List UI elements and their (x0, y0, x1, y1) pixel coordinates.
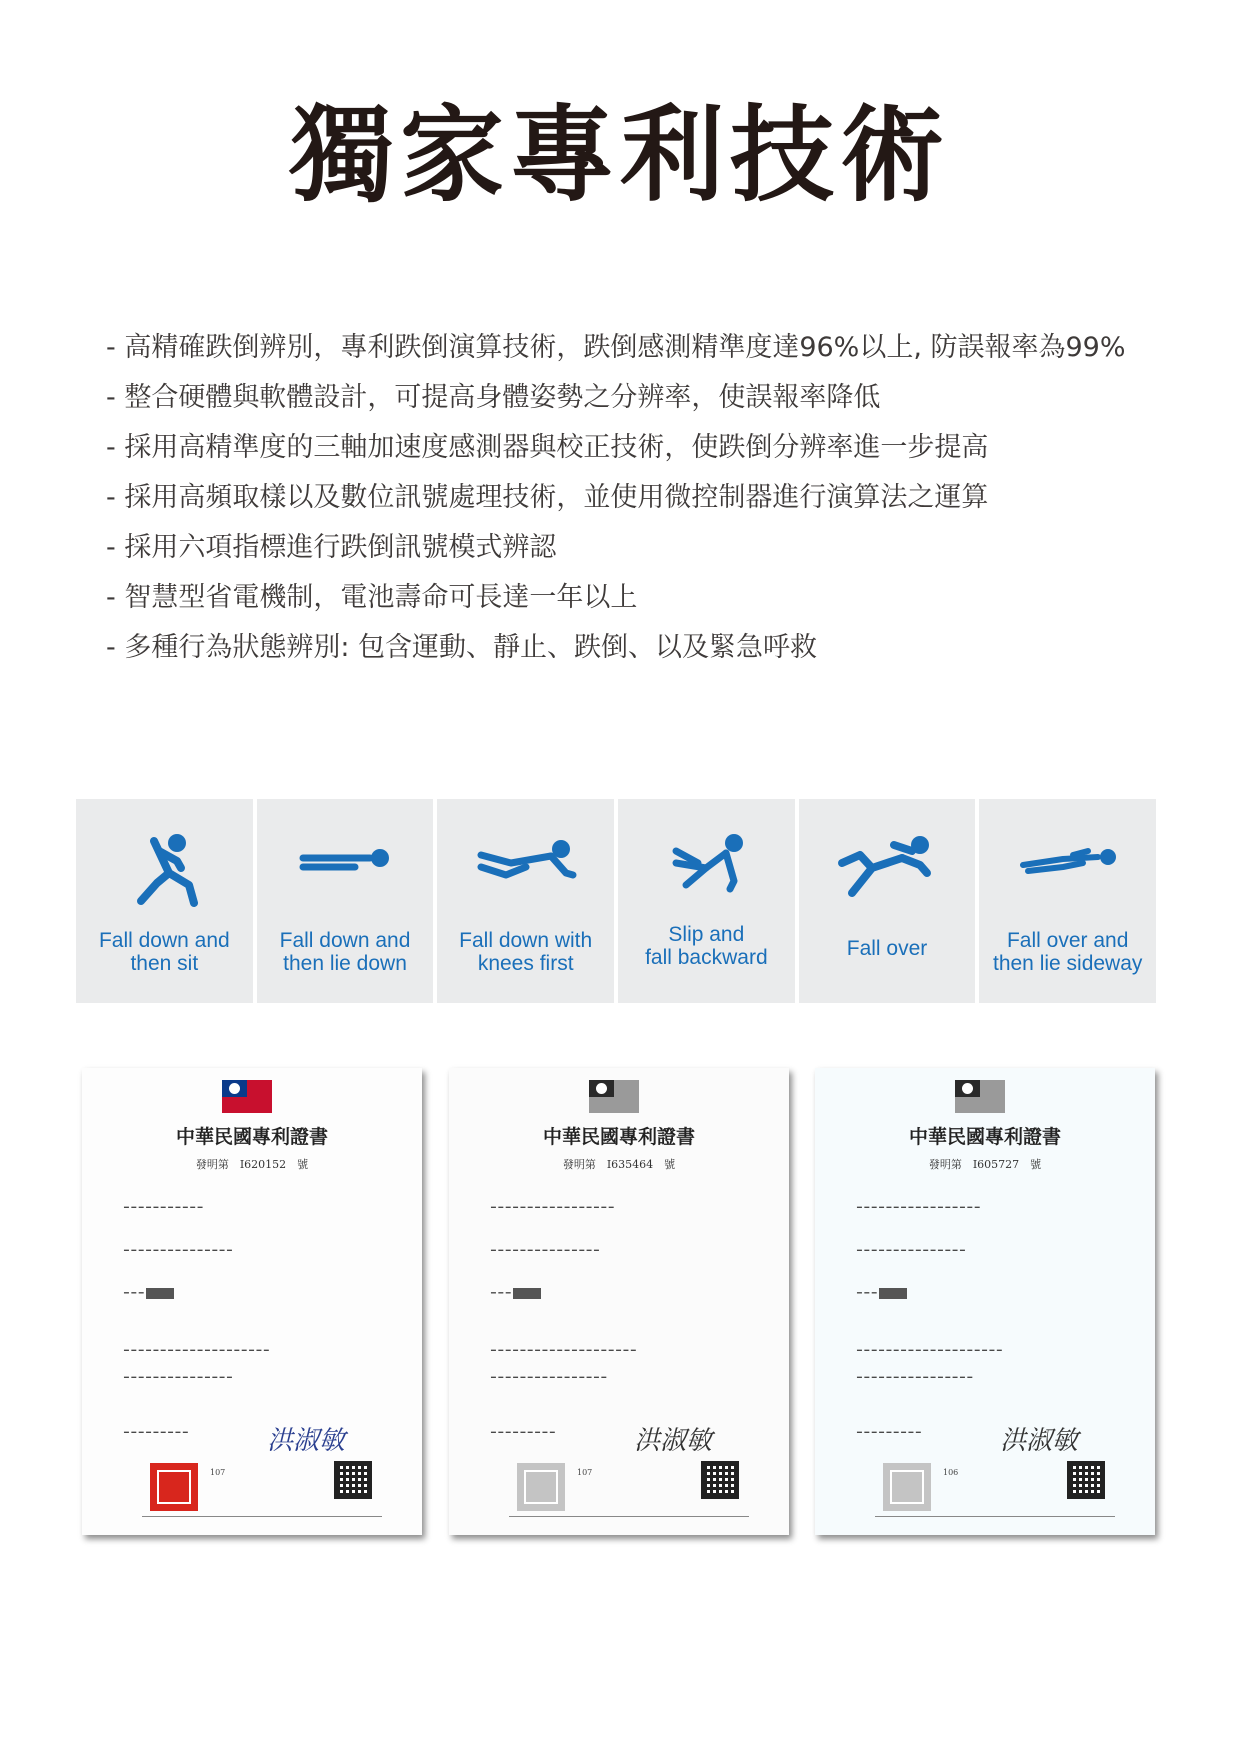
certificate-text: ━ ━ ━ ━ ━ ━ ━ ━ ━ ━ ━ ━ ━ ━ ━ ━ ━ ━ ━ ━ (124, 1346, 269, 1355)
redacted-block (879, 1288, 907, 1299)
certificate-text: ━ ━ ━ ━ ━ ━ ━ ━ ━ ━ ━ ━ ━ ━ ━ (124, 1246, 232, 1255)
qr-code-icon (1067, 1461, 1105, 1499)
certificate-text: ━ ━ ━ ━ ━ ━ ━ ━ ━ ━ ━ ━ ━ ━ ━ (857, 1246, 965, 1255)
feature-item: - 高精確跌倒辨別，專利跌倒演算技術，跌倒感測精準度達96%以上, 防誤報率為99% (106, 332, 1126, 363)
patent-certificate (449, 1068, 789, 1535)
certificate-text: ━ ━ ━ ━ ━ ━ ━ ━ ━ (124, 1428, 188, 1437)
certificate-text: ━ ━ ━ (124, 1288, 174, 1299)
seal-stamp (883, 1463, 931, 1511)
certificate-text: ━ ━ ━ ━ ━ ━ ━ ━ ━ (491, 1428, 555, 1437)
certificate-title: 中華民國專利證書 (908, 1126, 1061, 1148)
certificate-year: 107 (577, 1468, 593, 1477)
redacted-block (513, 1288, 541, 1299)
lying-down-icon (295, 823, 395, 893)
certificate-text: ━ ━ ━ ━ ━ ━ ━ ━ ━ ━ ━ ━ ━ ━ ━ ━ ━ ━ ━ ━ (857, 1346, 1002, 1355)
certificate-text: ━ ━ ━ ━ ━ ━ ━ ━ ━ ━ ━ ━ ━ ━ ━ ━ ━ ━ ━ ━ (491, 1346, 636, 1355)
certificate-footer (509, 1516, 749, 1519)
fall-type-label: fall backward (645, 946, 768, 969)
feature-item: - 智慧型省電機制，電池壽命可長達一年以上 (106, 582, 638, 613)
sitting-fall-icon (119, 823, 209, 913)
fall-type-label: Fall down and (98, 929, 230, 952)
certificate-title: 中華民國專利證書 (542, 1126, 695, 1148)
redacted-block (146, 1288, 174, 1299)
feature-item: - 採用高頻取樣以及數位訊號處理技術，並使用微控制器進行演算法之運算 (106, 482, 989, 513)
fall-type-label: then lie sideway (992, 952, 1143, 975)
fall-type-label: Fall over (846, 937, 928, 960)
signature: 洪淑敏 (267, 1426, 346, 1456)
fall-type-card (257, 799, 434, 1003)
certificate-text: ━ ━ ━ ━ ━ ━ ━ ━ ━ (857, 1428, 921, 1437)
certificate-number: 發明第 I635464 號 (562, 1158, 676, 1171)
fall-type-grid (76, 799, 1156, 1003)
fall-type-card (799, 799, 976, 1003)
signature: 洪淑敏 (634, 1426, 713, 1456)
certificate-number: 發明第 I620152 號 (195, 1158, 309, 1171)
fall-type-label: knees first (477, 952, 574, 975)
lie-sideway-icon (1013, 823, 1123, 893)
fall-type-label: Fall over and (1006, 929, 1129, 952)
seal-stamp (517, 1463, 565, 1511)
fall-type-card (76, 799, 253, 1003)
certificate-text: ━ ━ ━ ━ ━ ━ ━ ━ ━ ━ ━ ━ ━ ━ ━ ━ ━ (857, 1203, 980, 1212)
patent-certificate (815, 1068, 1155, 1535)
certificate-text: ━ ━ ━ (491, 1288, 541, 1299)
fall-type-card (437, 799, 614, 1003)
certificate-footer (142, 1516, 382, 1519)
fall-type-card (979, 799, 1156, 1003)
fall-type-card (618, 799, 795, 1003)
certificate-text: ━ ━ ━ ━ ━ ━ ━ ━ ━ ━ ━ ━ ━ ━ ━ (491, 1246, 599, 1255)
certificate-title: 中華民國專利證書 (175, 1126, 328, 1148)
certificate-year: 106 (943, 1468, 959, 1477)
flag-icon (589, 1080, 639, 1113)
certificate-text: ━ ━ ━ ━ ━ ━ ━ ━ ━ ━ ━ ━ ━ ━ ━ ━ (491, 1373, 607, 1382)
fall-type-label: then sit (130, 952, 199, 975)
certificate-text: ━ ━ ━ (857, 1288, 907, 1299)
qr-code-icon (701, 1461, 739, 1499)
flag-icon (222, 1080, 272, 1113)
feature-item: - 多種行為狀態辨別: 包含運動、靜止、跌倒、以及緊急呼救 (106, 632, 818, 663)
fall-over-icon (832, 823, 942, 903)
feature-item: - 整合硬體與軟體設計，可提高身體姿勢之分辨率，使誤報率降低 (106, 382, 881, 413)
patent-certificate (82, 1068, 422, 1535)
qr-code-icon (334, 1461, 372, 1499)
feature-item: - 採用六項指標進行跌倒訊號模式辨認 (106, 532, 557, 563)
knees-fall-icon (471, 823, 581, 893)
page-title: 獨家專利技術 (289, 94, 950, 216)
fall-type-label: Slip and (668, 923, 745, 946)
signature: 洪淑敏 (1000, 1426, 1079, 1456)
certificate-text: ━ ━ ━ ━ ━ ━ ━ ━ ━ ━ ━ ━ ━ ━ ━ ━ (857, 1373, 973, 1382)
seal-stamp (150, 1463, 198, 1511)
fall-type-label: Fall down and (279, 929, 411, 952)
feature-item: - 採用高精準度的三軸加速度感測器與校正技術，使跌倒分辨率進一步提高 (106, 432, 989, 463)
slip-backward-icon (656, 823, 756, 903)
certificate-text: ━ ━ ━ ━ ━ ━ ━ ━ ━ ━ ━ ━ ━ ━ ━ ━ ━ (491, 1203, 614, 1212)
feature-list (106, 323, 1126, 673)
fall-type-label: then lie down (283, 952, 407, 975)
fall-type-label: Fall down with (459, 929, 593, 952)
flag-icon (955, 1080, 1005, 1113)
certificate-text: ━ ━ ━ ━ ━ ━ ━ ━ ━ ━ ━ (124, 1203, 203, 1212)
certificate-footer (875, 1516, 1115, 1519)
certificate-text: ━ ━ ━ ━ ━ ━ ━ ━ ━ ━ ━ ━ ━ ━ ━ (124, 1373, 232, 1382)
certificate-number: 發明第 I605727 號 (928, 1158, 1042, 1171)
certificate-year: 107 (210, 1468, 226, 1477)
